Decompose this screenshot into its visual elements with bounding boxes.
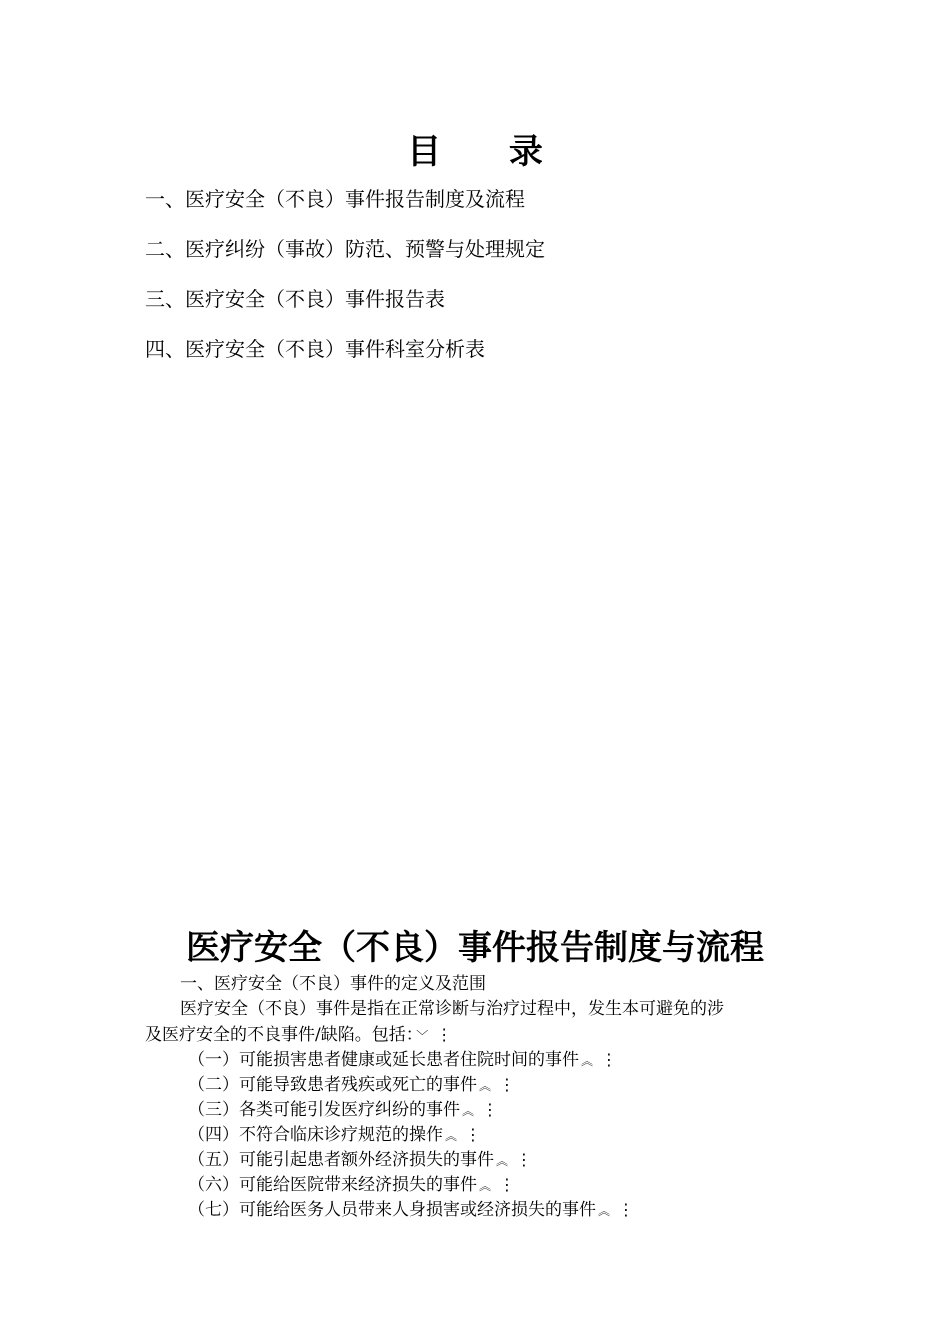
list-item-text: （三）各类可能引发医疗纠纷的事件	[188, 1100, 460, 1120]
list-item-text: （五）可能引起患者额外经济损失的事件	[188, 1150, 494, 1170]
document-title: 医疗安全（不良）事件报告制度与流程	[186, 928, 764, 968]
toc-item-3: 三、医疗安全（不良）事件报告表	[145, 287, 445, 311]
list-item-colon-mark: ⋮	[499, 1075, 516, 1094]
list-item-text: （一）可能损害患者健康或延长患者住院时间的事件	[188, 1050, 579, 1070]
definition-colon-mark: ⋮	[436, 1025, 453, 1044]
list-item-colon-mark: ⋮	[601, 1050, 618, 1069]
toc-title: 目 录	[407, 132, 571, 172]
list-item-text: （四）不符合临床诊疗规范的操作	[188, 1125, 443, 1145]
toc-item-2: 二、医疗纠纷（事故）防范、预警与处理规定	[145, 237, 545, 261]
list-item	[145, 1047, 815, 1072]
section-heading: 一、医疗安全（不良）事件的定义及范围	[180, 974, 486, 994]
list-item	[145, 1147, 815, 1172]
list-item-text: （六）可能给医院带来经济损失的事件	[188, 1175, 477, 1195]
list-item	[145, 1197, 815, 1222]
toc-item-1: 一、医疗安全（不良）事件报告制度及流程	[145, 187, 525, 211]
document-body	[145, 972, 815, 1222]
list-item-text: （二）可能导致患者残疾或死亡的事件	[188, 1075, 477, 1095]
list-item-mark: ︽	[581, 1054, 594, 1068]
list-item-colon-mark: ⋮	[499, 1175, 516, 1194]
list-item-colon-mark: ⋮	[482, 1100, 499, 1119]
list-item	[145, 1172, 815, 1197]
list-item-text: （七）可能给医务人员带来人身损害或经济损失的事件	[188, 1200, 596, 1220]
list-item-mark: ︽	[496, 1154, 509, 1168]
toc-list	[145, 184, 545, 384]
list-item-colon-mark: ⋮	[618, 1200, 635, 1219]
list-item-colon-mark: ⋮	[516, 1150, 533, 1169]
list-item-mark: ︽	[462, 1104, 475, 1118]
definition-text: 及医疗安全的不良事件/缺陷。包括：	[145, 1025, 415, 1045]
list-item-colon-mark: ⋮	[465, 1125, 482, 1144]
list-item-mark: ︽	[445, 1129, 458, 1143]
definition-mark: ﹀	[416, 1029, 429, 1043]
list-item	[145, 1072, 815, 1097]
list-item-mark: ︽	[479, 1179, 492, 1193]
definition-paragraph-line-1: 医疗安全（不良）事件是指在正常诊断与治疗过程中，发生本可避免的涉	[180, 999, 724, 1019]
toc-item-4: 四、医疗安全（不良）事件科室分析表	[145, 337, 485, 361]
definition-paragraph-line-2	[145, 1022, 815, 1047]
list-item	[145, 1097, 815, 1122]
list-item-mark: ︽	[479, 1079, 492, 1093]
list-item-mark: ︽	[598, 1204, 611, 1218]
list-item	[145, 1122, 815, 1147]
